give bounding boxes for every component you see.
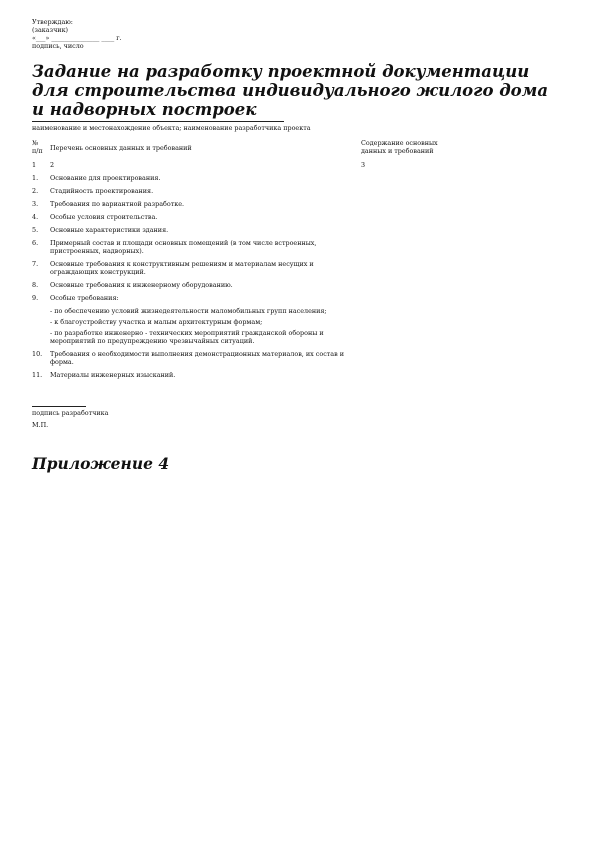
item-text: Особые требования: xyxy=(50,294,119,302)
list-item xyxy=(32,187,362,195)
header-number: № п/п xyxy=(32,139,43,155)
item-text: Основные требования к инженерному оборудованию. xyxy=(50,281,233,289)
list-item xyxy=(32,213,362,221)
item-number: 4. xyxy=(32,213,39,221)
item-text: Основание для проектирования. xyxy=(50,174,161,182)
document-title xyxy=(32,62,549,119)
item-number: 2. xyxy=(32,187,39,195)
item-text: Основные характеристики здания. xyxy=(50,226,169,234)
approval-block xyxy=(32,18,122,50)
title-line-2: для строительства индивидуального жилого дома xyxy=(32,81,549,100)
item-text: Материалы инженерных изысканий. xyxy=(50,371,176,379)
customer-label: (заказчик) xyxy=(32,26,69,34)
item-number: 10. xyxy=(32,350,43,358)
list-subitem xyxy=(32,318,362,326)
list-item xyxy=(32,239,362,255)
subitem-text: - по разработке инженерно - технических мероприятий гражданской обороны и мероприятий по предупреждению чрезвычайных ситуаций. xyxy=(50,329,324,345)
item-text: Основные требования к конструктивным решениям и материалам несущих и ограждающих конструкций. xyxy=(50,260,314,276)
item-text: Особые условия строительства. xyxy=(50,213,158,221)
stamp-label: М.П. xyxy=(32,421,49,429)
approve-label: Утверждаю: xyxy=(32,18,73,26)
date-line: «___» _______________ ____ г. xyxy=(32,34,122,42)
list-item xyxy=(32,226,362,234)
item-number: 8. xyxy=(32,281,39,289)
subitem-text: - по обеспечению условий жизнедеятельности маломобильных групп населения; xyxy=(50,307,327,315)
object-label: наименование и местонахождение объекта; наименование разработчика проекта xyxy=(32,124,311,132)
item-number: 5. xyxy=(32,226,39,234)
developer-signature-label: подпись разработчика xyxy=(32,409,109,417)
signature-date-label: подпись, число xyxy=(32,42,84,50)
column-index-2: 2 xyxy=(50,161,55,169)
list-item xyxy=(32,174,362,182)
list-item xyxy=(32,281,362,289)
item-text: Примерный состав и площади основных помещений (в том числе встроенных, пристроенных, надворных). xyxy=(50,239,317,255)
list-item xyxy=(32,294,362,302)
list-item xyxy=(32,260,362,276)
item-text: Стадийность проектирования. xyxy=(50,187,154,195)
appendix-heading: Приложение 4 xyxy=(32,454,170,473)
list-item xyxy=(32,200,362,208)
column-index-1: 1 xyxy=(32,161,37,169)
title-line-1: Задание на разработку проектной документации xyxy=(32,62,530,81)
list-subitem xyxy=(32,307,362,315)
header-content: Содержание основных данных и требований xyxy=(361,139,438,155)
item-number: 1. xyxy=(32,174,39,182)
item-number: 11. xyxy=(32,371,43,379)
subitem-text: - к благоустройству участка и малым архитектурным формам; xyxy=(50,318,263,326)
header-list: Перечень основных данных и требований xyxy=(50,144,192,152)
item-number: 9. xyxy=(32,294,39,302)
requirements-list xyxy=(32,174,362,384)
list-subitem xyxy=(32,329,362,345)
object-underline xyxy=(32,121,284,122)
column-index-3: 3 xyxy=(361,161,366,169)
list-item xyxy=(32,350,362,366)
title-line-3: и надворных построек xyxy=(32,100,257,119)
list-item xyxy=(32,371,362,379)
item-text: Требования по вариантной разработке. xyxy=(50,200,185,208)
item-number: 7. xyxy=(32,260,39,268)
item-number: 6. xyxy=(32,239,39,247)
signature-line xyxy=(32,406,86,407)
item-text: Требования о необходимости выполнения демонстрационных материалов, их состав и форма. xyxy=(50,350,345,366)
item-number: 3. xyxy=(32,200,39,208)
